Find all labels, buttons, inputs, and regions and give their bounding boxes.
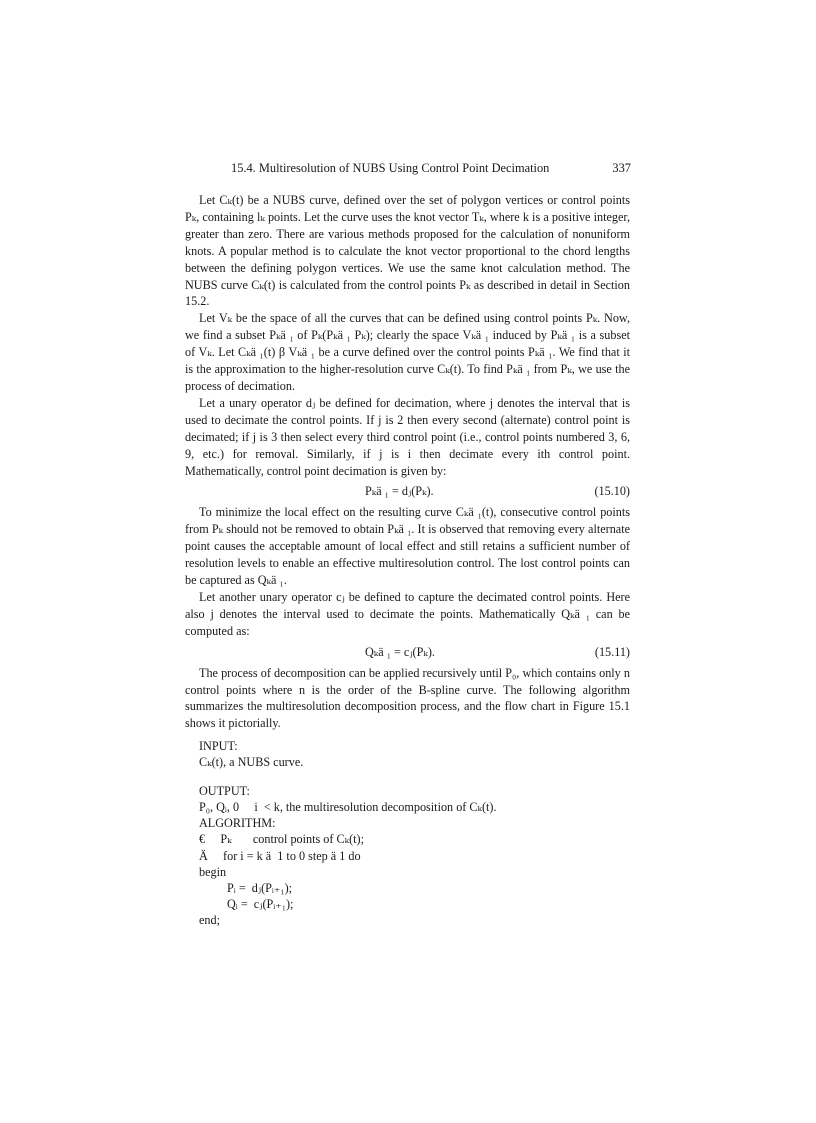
equation-number: (15.10): [594, 484, 630, 499]
algorithm-line-loop: Ä for i = k ä 1 to 0 step ä 1 do: [199, 848, 361, 863]
algorithm-input-label: INPUT:: [199, 739, 238, 754]
algorithm-line-assign: € Pₖ control points of Cₖ(t);: [199, 832, 364, 847]
algorithm-step-capture: Qᵢ = cⱼ(Pᵢ₊₁);: [227, 897, 294, 912]
paragraph-local-effect: To minimize the local effect on the resulting curve Cₖä ₁(t), consecutive control points from Pₖ should not be removed to obtain Pₖä ₁. It is observed that removing every alternate point causes the acceptable amount of local effect and still retains a sufficient number of resolution levels to enable an effective multiresolution control. The lost control points can be captured as Qₖä ₁.: [185, 505, 630, 588]
paragraph-recursive-decomposition: The process of decomposition can be applied recursively until P₀, which contains only n control points where n is the order of the B-spline curve. The following algorithm summarizes the multiresolution decomposition process, and the flow chart in Figure 15.1 shows it pictorially.: [185, 665, 630, 731]
paragraph-capture-operator: Let another unary operator cⱼ be defined to capture the decimated control points. Here also j denotes the interval used to decimate the points. Mathematically Qₖä ₁ can be computed as:: [185, 589, 630, 638]
algorithm-begin: begin: [199, 864, 227, 879]
algorithm-block: [199, 738, 630, 928]
equation-body: Pₖä ₁ = dⱼ(Pₖ).: [365, 484, 434, 499]
paragraph-nubs-definition: Let Cₖ(t) be a NUBS curve, defined over the set of polygon vertices or control points Pₖ, containing lₖ points. Let the curve uses the knot vector Tₖ, where k is a positive integer, greater than zero. There are various methods proposed for the calculation of nonuniform knots. A popular method is to calculate the knot vector proportional to the chord lengths between the defining polygon vertices. We use the same knot calculation method. The NUBS curve Cₖ(t) is calculated from the control points Pₖ as described in detail in Section 15.2.: [185, 193, 630, 309]
algorithm-end: end;: [199, 913, 220, 928]
paragraph-curve-space: Let Vₖ be the space of all the curves that can be defined using control points Pₖ. Now, we find a subset Pₖä ₁ of Pₖ(Pₖä ₁ Pₖ); clearly the space Vₖä ₁ induced by Pₖä ₁ is a subset of Vₖ. Let Cₖä ₁(t) β Vₖä ₁ be a curve defined over the control points Pₖä ₁. We find that it is the approximation to the higher-resolution curve Cₖ(t). To find Pₖä ₁ from Pₖ, we use the process of decimation.: [185, 311, 630, 393]
page-number: 337: [612, 161, 631, 175]
algorithm-step-decimate: Pᵢ = dⱼ(Pᵢ₊₁);: [227, 880, 293, 895]
equation-number: (15.11): [594, 644, 630, 659]
equation-15-11: [185, 643, 630, 662]
equation-15-10: [185, 482, 630, 501]
equation-body: Qₖä ₁ = cⱼ(Pₖ).: [365, 644, 435, 659]
section-title: 15.4. Multiresolution of NUBS Using Control Point Decimation: [231, 161, 550, 175]
algorithm-label: ALGORITHM:: [199, 816, 276, 831]
body-text: [185, 192, 630, 929]
algorithm-output-label: OUTPUT:: [199, 783, 250, 798]
algorithm-output-value: P₀, Qᵢ, 0 i < k, the multiresolution decomposition of Cₖ(t).: [199, 799, 497, 814]
algorithm-input-value: Cₖ(t), a NUBS curve.: [199, 755, 304, 770]
paragraph-decimation-operator: Let a unary operator dⱼ be defined for decimation, where j denotes the interval that is used to decimate the control points. If j is 2 then every second (alternate) control point is decimated; if j is 3 then select every third control point (i.e., control points numbered 3, 6, 9, etc.) for removal. Similarly, if j is i then decimate every ith control point. Mathematically, control point decimation is given by:: [185, 395, 630, 478]
spacer: [199, 771, 630, 783]
running-header: [231, 161, 631, 176]
